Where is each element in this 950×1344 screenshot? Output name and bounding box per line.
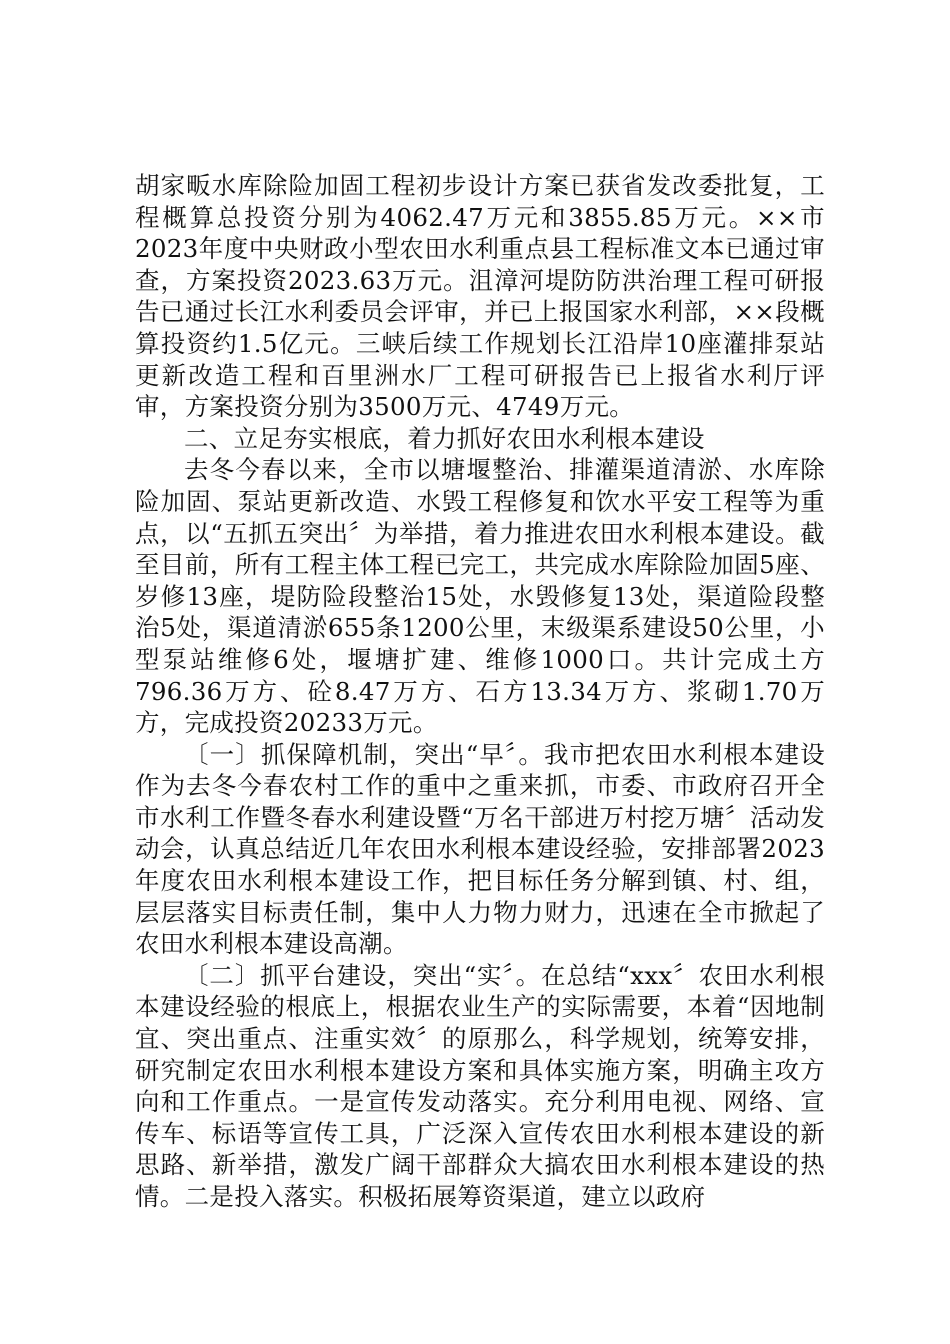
section-heading: 二、立足夯实根底，着力抓好农田水利根本建设 bbox=[184, 423, 705, 453]
paragraph-guarantee-mechanism: 〔一〕抓保障机制，突出“早〞。我市把农田水利根本建设作为去冬今春农村工作的重中之重来抓，市委、市政府召开全市水利工作暨冬春水利建设暨“万名干部进万村挖万塘〞活动发动会，认真总结近几年农田水利根本建设经验，安排部署2023年度农田水利根本建设工作，把目标任务分解到镇、村、组，层层落实目标责任制，集中人力物力财力，迅速在全市掀起了农田水利根本建设高潮。 bbox=[135, 739, 826, 959]
paragraph-platform-building: 〔二〕抓平台建设，突出“实〞。在总结“xxx〞农田水利根本建设经验的根底上，根据农业生产的实际需要，本着“因地制宜、突出重点、注重实效〞的原那么，科学规划，统筹安排，研究制定农田水利根本建设方案和具体实施方案，明确主攻方向和工作重点。一是宣传发动落实。充分利用电视、网络、宣传车、标语等宣传工具，广泛深入宣传农田水利根本建设的新思路、新举措，激发广阔干部群众大搞农田水利根本建设的热情。二是投入落实。积极拓展筹资渠道，建立以政府 bbox=[135, 960, 825, 1211]
paragraph-construction-summary: 去冬今春以来，全市以塘堰整治、排灌渠道清淤、水库除险加固、泵站更新改造、水毁工程修复和饮水平安工程等为重点，以“五抓五突出〞为举措，着力推进农田水利根本建设。截至目前，所有工程主体工程已完工，共完成水库除险加固5座、岁修13座，堤防险段整治15处，水毁修复13处，渠道险段整治5处，渠道清淤655条1200公里，末级渠系建设50公里，小型泵站维修6处，堰塘扩建、维修1000口。共计完成土方796.36万方、砼8.47万方、石方13.34万方、浆砌1.70万方，完成投资20233万元。 bbox=[135, 455, 825, 738]
document-body bbox=[135, 170, 825, 1213]
paragraph-project-approvals: 胡家畈水库除险加固工程初步设计方案已获省发改委批复，工程概算总投资分别为4062.47万元和3855.85万元。××市2023年度中央财政小型农田水利重点县工程标准文本已通过审查，方案投资2023.63万元。沮漳河堤防防洪治理工程可研报告已通过长江水利委员会评审，并已上报国家水利部，××段概算投资约1.5亿元。三峡后续工作规划长江沿岸10座灌排泵站更新改造工程和百里洲水厂工程可研报告已上报省水利厅评审，方案投资分别为3500万元、4749万元。 bbox=[135, 171, 825, 422]
